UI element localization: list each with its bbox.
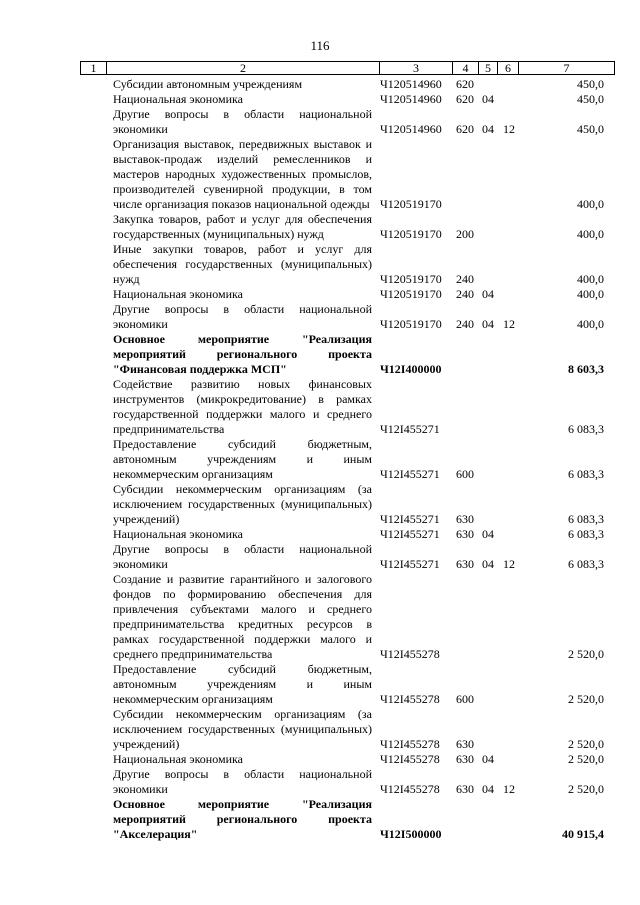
row-target-code: Ч120514960 — [380, 77, 442, 91]
row-expense-type: 630 — [456, 737, 474, 751]
row-expense-type: 600 — [456, 467, 474, 481]
row-subsection: 12 — [503, 782, 515, 796]
row-name: Основное мероприятие "Реализация мероприятий регионального проекта "Акселерация" — [113, 797, 372, 841]
row-target-code: Ч12I455278 — [380, 692, 440, 706]
row-amount: 6 083,3 — [568, 512, 604, 526]
row-amount: 400,0 — [577, 197, 604, 211]
row-subsection: 12 — [503, 557, 515, 571]
row-name: Основное мероприятие "Реализация мероприятий регионального проекта "Финансовая поддержка МСП" — [113, 332, 372, 376]
row-target-code: Ч12I455278 — [380, 737, 440, 751]
row-name: Субсидии некоммерческим организациям (за исключением государственных (муниципальных) учреждений) — [113, 482, 372, 526]
row-section: 04 — [482, 287, 494, 301]
row-expense-type: 630 — [456, 527, 474, 541]
header-col-5: 5 — [479, 62, 498, 74]
row-name: Субсидии автономным учреждениям — [113, 77, 303, 91]
header-col-4: 4 — [453, 62, 479, 74]
row-name: Иные закупки товаров, работ и услуг для обеспечения государственных (муниципальных) нужд — [113, 242, 372, 286]
row-amount: 400,0 — [577, 317, 604, 331]
header-col-7: 7 — [563, 61, 570, 75]
table-row — [0, 572, 640, 662]
row-name: Национальная экономика — [113, 92, 243, 106]
row-target-code: Ч12I455271 — [380, 557, 440, 571]
row-expense-type: 240 — [456, 287, 474, 301]
row-amount: 450,0 — [577, 122, 604, 136]
row-name: Предоставление субсидий бюджетным, автономным учреждениям и иным некоммерческим организациям — [113, 662, 372, 706]
row-amount: 6 083,3 — [568, 467, 604, 481]
row-amount: 6 083,3 — [568, 422, 604, 436]
row-section: 04 — [482, 317, 494, 331]
row-name: Национальная экономика — [113, 287, 243, 301]
row-amount: 2 520,0 — [568, 647, 604, 661]
row-amount: 400,0 — [577, 287, 604, 301]
row-expense-type: 630 — [456, 782, 474, 796]
table-row — [0, 107, 640, 137]
row-section: 04 — [482, 527, 494, 541]
row-section: 04 — [482, 122, 494, 136]
row-target-code: Ч12I400000 — [380, 362, 442, 376]
row-expense-type: 620 — [456, 122, 474, 136]
row-amount: 2 520,0 — [568, 737, 604, 751]
row-target-code: Ч120519170 — [380, 227, 442, 241]
row-amount: 450,0 — [577, 77, 604, 91]
table-row — [0, 242, 640, 287]
row-name: Другие вопросы в области национальной экономики — [113, 107, 372, 136]
row-name: Предоставление субсидий бюджетным, автономным учреждениям и иным некоммерческим организациям — [113, 437, 372, 481]
table-row — [0, 437, 640, 482]
row-name: Создание и развитие гарантийного и залогового фондов по формированию обеспечения для привлечения субъектами малого и среднего предпринимательства кредитных ресурсов в рамках государственной поддержки малого и среднего предпринимательства — [113, 572, 372, 661]
table-row — [0, 527, 640, 542]
row-amount: 6 083,3 — [568, 527, 604, 541]
budget-table-body — [0, 77, 640, 842]
row-name: Другие вопросы в области национальной экономики — [113, 767, 372, 796]
header-col-6: 6 — [498, 62, 519, 74]
row-amount: 400,0 — [577, 227, 604, 241]
row-target-code: Ч120514960 — [380, 92, 442, 106]
row-target-code: Ч12I455271 — [380, 422, 440, 436]
page-number: 116 — [310, 38, 330, 53]
row-expense-type: 240 — [456, 317, 474, 331]
table-row — [0, 752, 640, 767]
table-row — [0, 212, 640, 242]
row-target-code: Ч12I500000 — [380, 827, 442, 841]
table-row — [0, 797, 640, 842]
row-target-code: Ч120519170 — [380, 272, 442, 286]
row-section: 04 — [482, 752, 494, 766]
row-subsection: 12 — [503, 122, 515, 136]
row-name: Национальная экономика — [113, 752, 243, 766]
row-target-code: Ч12I455271 — [380, 467, 440, 481]
row-name: Закупка товаров, работ и услуг для обеспечения государственных (муниципальных) нужд — [113, 212, 372, 241]
row-amount: 400,0 — [577, 272, 604, 286]
row-target-code: Ч120519170 — [380, 197, 442, 211]
row-target-code: Ч12I455278 — [380, 752, 440, 766]
table-row — [0, 377, 640, 437]
row-expense-type: 630 — [456, 557, 474, 571]
row-target-code: Ч12I455278 — [380, 647, 440, 661]
row-name: Содействие развитию новых финансовых инструментов (микрокредитование) в рамках государственной поддержки малого и среднего предпринимательства — [113, 377, 372, 436]
header-col-2: 2 — [107, 62, 380, 74]
table-row — [0, 482, 640, 527]
row-amount: 2 520,0 — [568, 752, 604, 766]
row-amount: 450,0 — [577, 92, 604, 106]
table-row — [0, 542, 640, 572]
header-col-3: 3 — [380, 62, 453, 74]
table-row — [0, 662, 640, 707]
table-row — [0, 332, 640, 377]
row-section: 04 — [482, 782, 494, 796]
row-amount: 40 915,4 — [562, 827, 604, 841]
row-section: 04 — [482, 92, 494, 106]
row-expense-type: 200 — [456, 227, 474, 241]
table-row — [0, 707, 640, 752]
row-name: Национальная экономика — [113, 527, 243, 541]
row-expense-type: 600 — [456, 692, 474, 706]
row-name: Другие вопросы в области национальной экономики — [113, 302, 372, 331]
table-row — [0, 287, 640, 302]
row-amount: 8 603,3 — [568, 362, 604, 376]
row-target-code: Ч120519170 — [380, 317, 442, 331]
row-target-code: Ч120519170 — [380, 287, 442, 301]
row-expense-type: 630 — [456, 752, 474, 766]
table-row — [0, 302, 640, 332]
table-row — [0, 92, 640, 107]
row-expense-type: 620 — [456, 77, 474, 91]
row-name: Другие вопросы в области национальной экономики — [113, 542, 372, 571]
table-row — [0, 77, 640, 92]
row-target-code: Ч12I455271 — [380, 512, 440, 526]
header-col-1: 1 — [81, 62, 107, 74]
row-subsection: 12 — [503, 317, 515, 331]
row-amount: 2 520,0 — [568, 782, 604, 796]
row-section: 04 — [482, 557, 494, 571]
row-expense-type: 240 — [456, 272, 474, 286]
row-name: Организация выставок, передвижных выставок и выставок-продаж изделий ремесленников и мастеров народных художественных промыслов, производителей сувенирной продукции, в том числе организация показов национальной одежды — [113, 137, 372, 211]
row-target-code: Ч12I455278 — [380, 782, 440, 796]
table-header-row — [80, 61, 615, 75]
table-row — [0, 767, 640, 797]
row-expense-type: 630 — [456, 512, 474, 526]
row-target-code: Ч120514960 — [380, 122, 442, 136]
row-expense-type: 620 — [456, 92, 474, 106]
row-amount: 6 083,3 — [568, 557, 604, 571]
row-amount: 2 520,0 — [568, 692, 604, 706]
table-row — [0, 137, 640, 212]
row-target-code: Ч12I455271 — [380, 527, 440, 541]
row-name: Субсидии некоммерческим организациям (за исключением государственных (муниципальных) учреждений) — [113, 707, 372, 751]
